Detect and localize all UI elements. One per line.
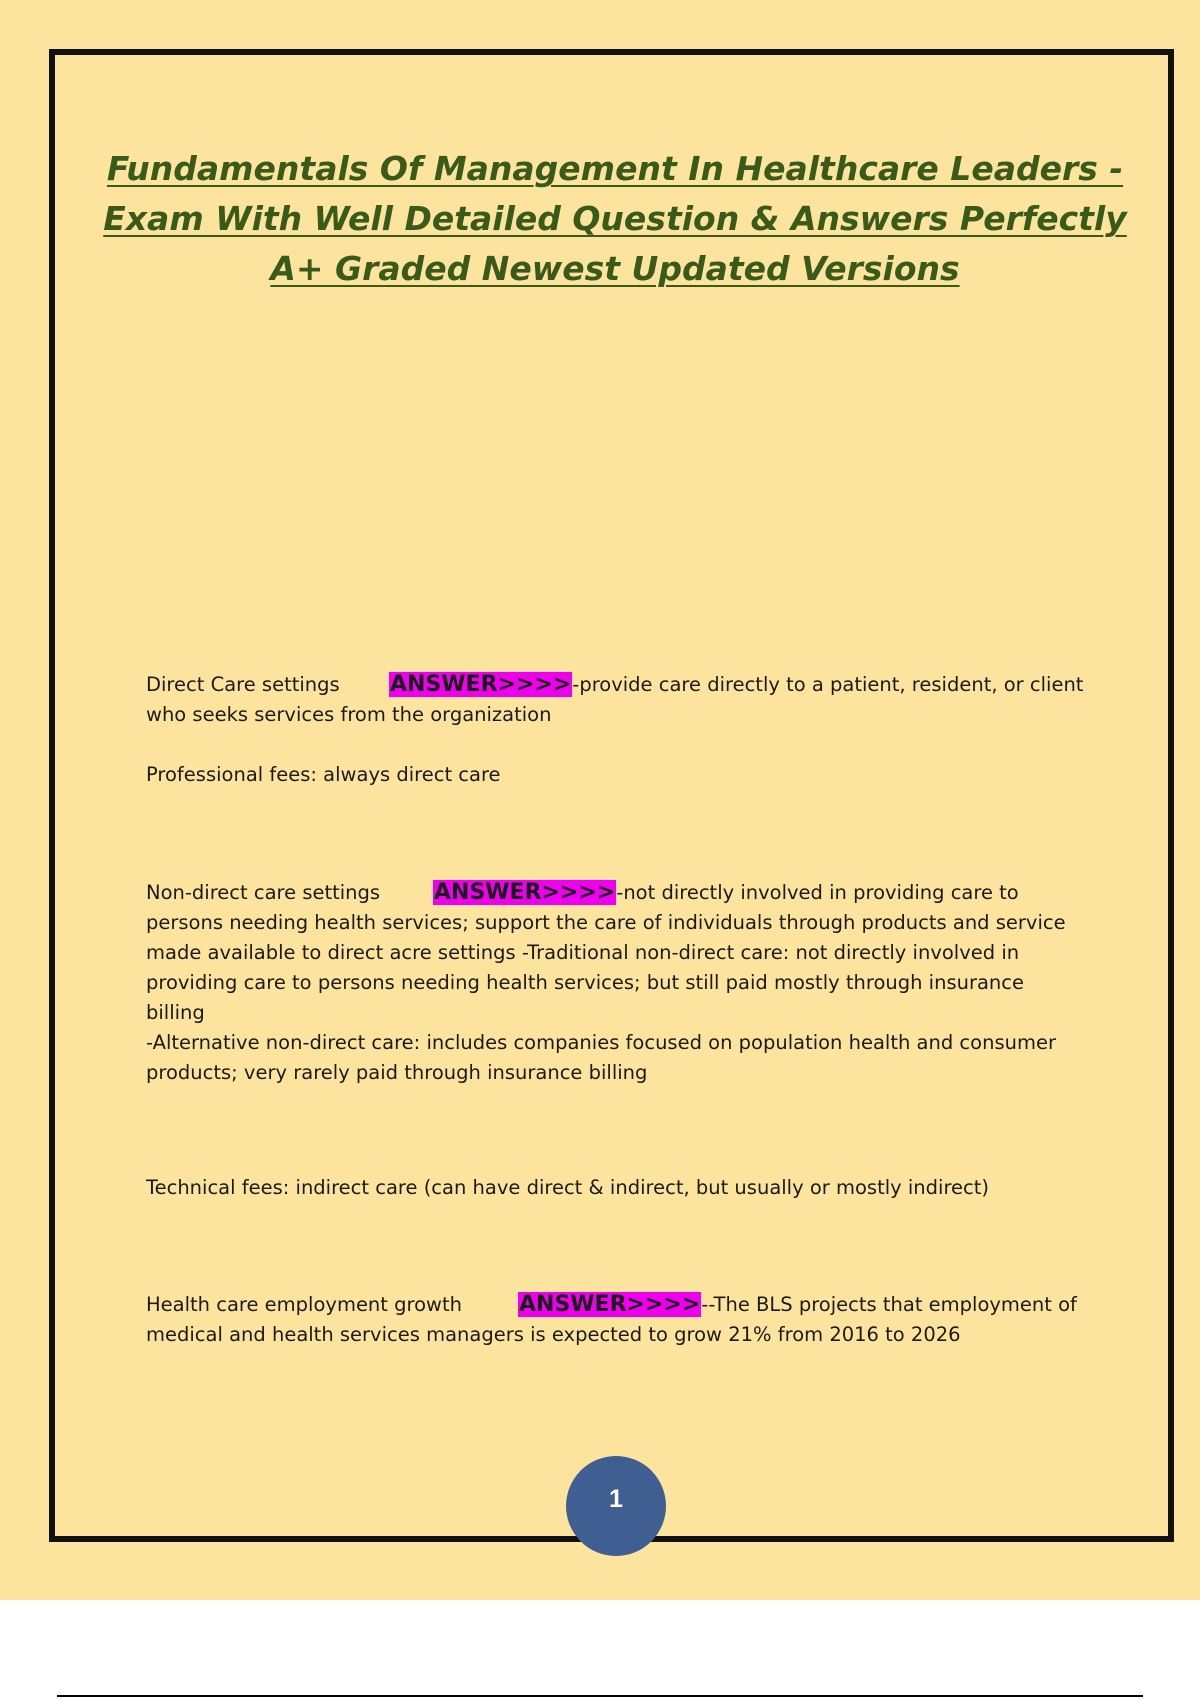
page-number-badge: 1 xyxy=(566,1456,666,1556)
entry-term: Non-direct care settings xyxy=(146,881,381,904)
entry-answer: not directly involved in providing care to persons needing health services; support the care of individuals through products and service made available to direct acre settings -Traditional non-direct care: not directly involved in providing care to persons needing health services; but still paid mostly through insurance billing xyxy=(146,881,1066,1024)
answer-marker: ANSWER>>>> xyxy=(434,880,616,905)
answer-marker: ANSWER>>>> xyxy=(390,672,572,697)
answer-marker: ANSWER>>>> xyxy=(519,1292,701,1317)
entry-direct-care: Direct Care settings ANSWER>>>>-provide care directly to a patient, resident, or client who seeks services from the organization xyxy=(146,672,1084,726)
entry-non-direct-care: Non-direct care settings ANSWER>>>>-not directly involved in providing care to persons needing health services; support the care of individuals through products and service made available to direct acre settings -Traditional non-direct care: not directly involved in providing care to persons needing health services; but still paid mostly through insurance billing xyxy=(146,880,1066,1024)
entry-answer: -The BLS projects that employment of medical and health services managers is expected to grow 21% from 2016 to 2026 xyxy=(146,1293,1077,1346)
entry-term: Health care employment growth xyxy=(146,1293,462,1316)
footer-divider xyxy=(57,1695,1143,1697)
entry-term: Direct Care settings xyxy=(146,673,340,696)
entry-employment-growth: Health care employment growth ANSWER>>>>--The BLS projects that employment of medical and health services managers is expected to grow 21% from 2016 to 2026 xyxy=(146,1292,1077,1346)
entry-answer: provide care directly to a patient, resident, or client who seeks services from the organization xyxy=(146,673,1084,726)
note-alternative-non-direct: -Alternative non-direct care: includes companies focused on population health and consumer products; very rarely paid through insurance billing xyxy=(146,1031,1056,1084)
document-title: Fundamentals Of Management In Healthcare Leaders - Exam With Well Detailed Question & Answers Perfectly A+ Graded Newest Updated Versions xyxy=(103,149,1127,288)
note-professional-fees: Professional fees: always direct care xyxy=(146,763,501,786)
note-technical-fees: Technical fees: indirect care (can have direct & indirect, but usually or mostly indirect) xyxy=(146,1176,990,1199)
